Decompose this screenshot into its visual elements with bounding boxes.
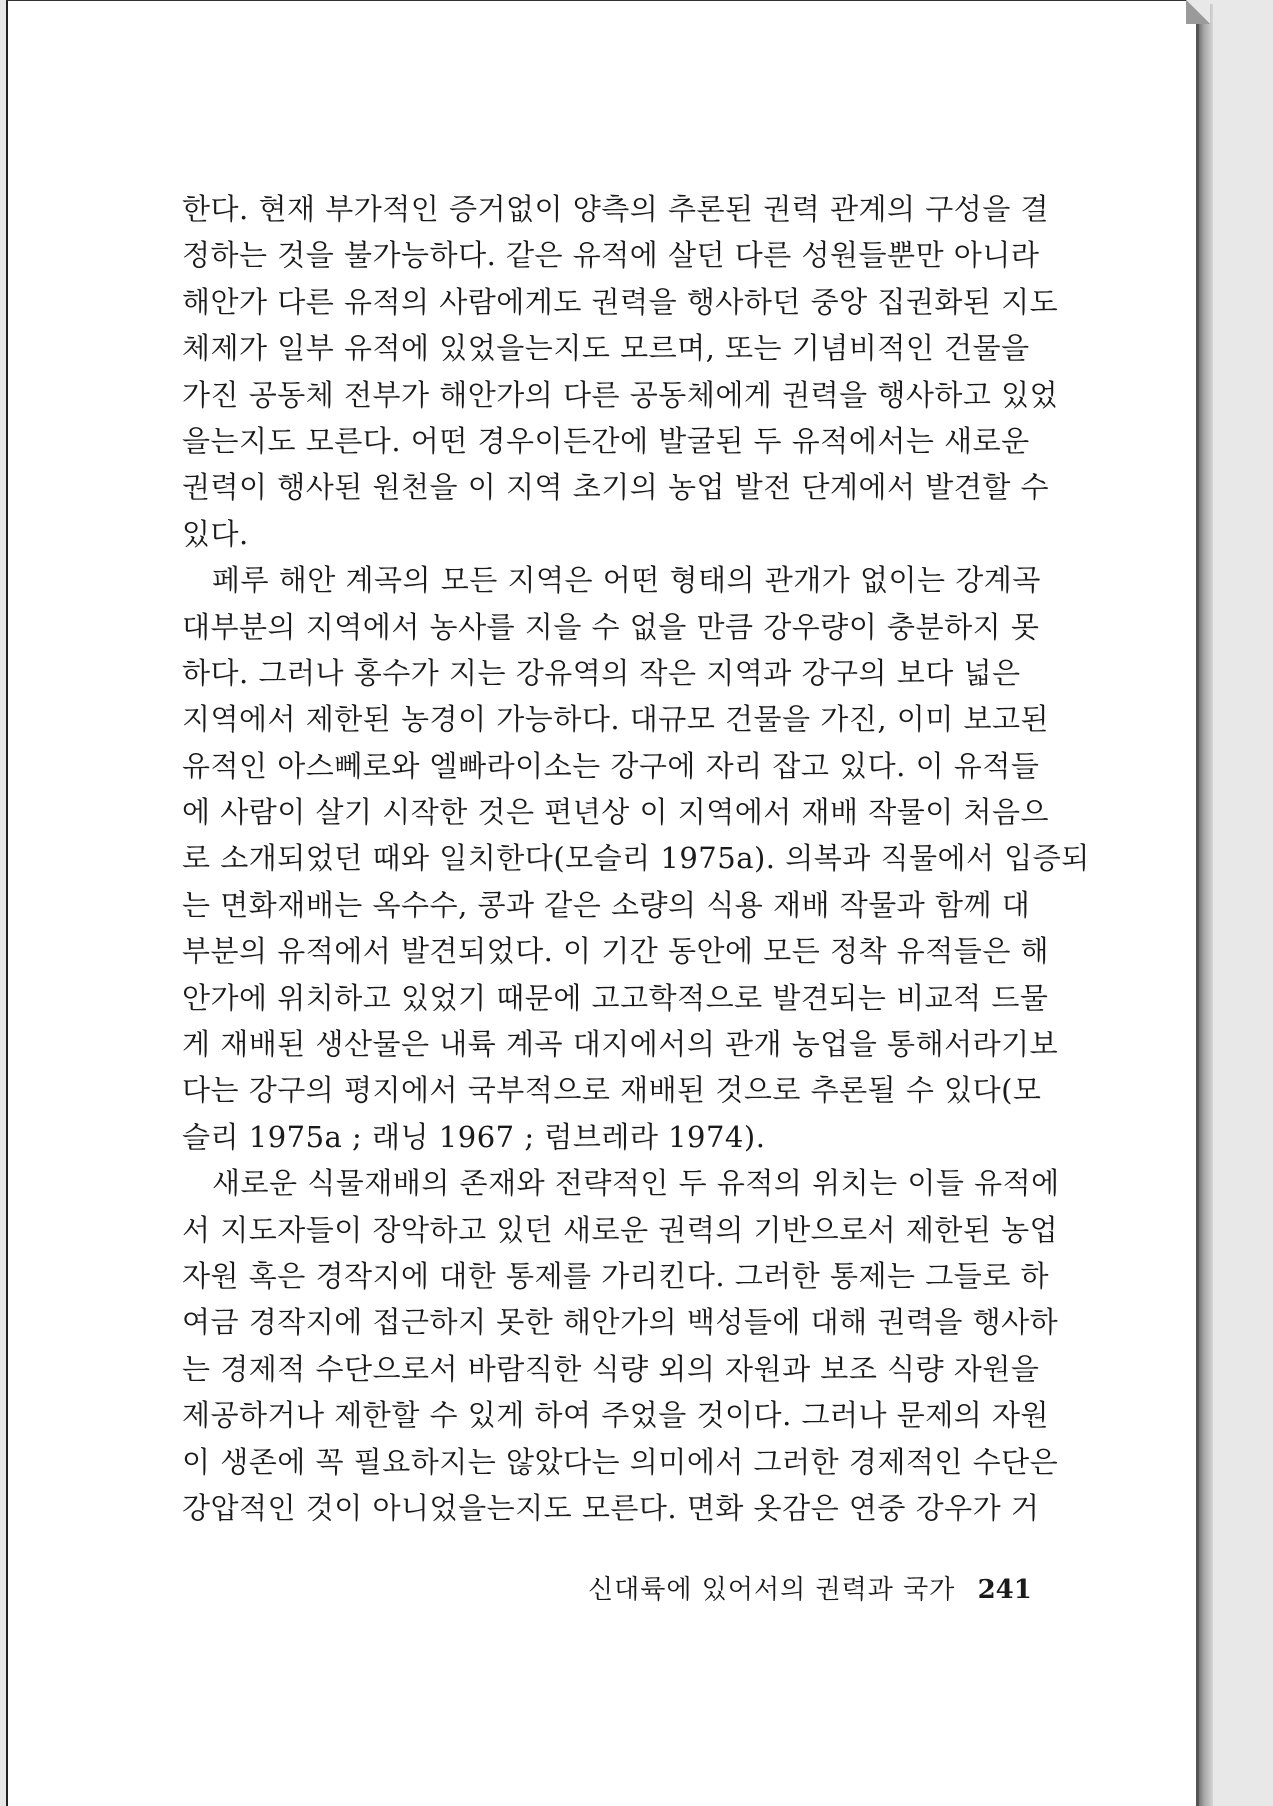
text-line: 자원 혹은 경작지에 대한 통제를 가리킨다. 그러한 통제는 그들로 하 bbox=[182, 1258, 1050, 1293]
running-title: 신대륙에 있어서의 권력과 국가 bbox=[588, 1575, 956, 1605]
page-number: 241 bbox=[977, 1575, 1032, 1605]
text-line: 지역에서 제한된 농경이 가능하다. 대규모 건물을 가진, 이미 보고된 bbox=[182, 702, 1050, 737]
text-line: 하다. 그러나 홍수가 지는 강유역의 작은 지역과 강구의 보다 넓은 bbox=[182, 655, 1021, 690]
page-shadow bbox=[1199, 4, 1213, 1806]
text-line: 부분의 유적에서 발견되었다. 이 기간 동안에 모든 정착 유적들은 해 bbox=[182, 934, 1050, 969]
text-line: 체제가 일부 유적에 있었을는지도 모르며, 또는 기념비적인 건물을 bbox=[182, 331, 1030, 366]
text-line: 제공하거나 제한할 수 있게 하여 주었을 것이다. 그러나 문제의 자원 bbox=[182, 1398, 1050, 1433]
text-line: 여금 경작지에 접근하지 못한 해안가의 백성들에 대해 권력을 행사하 bbox=[182, 1305, 1059, 1340]
text-line: 슬리 1975a ; 래닝 1967 ; 럼브레라 1974). bbox=[182, 1119, 766, 1154]
text-line: 페루 해안 계곡의 모든 지역은 어떤 형태의 관개가 없이는 강계곡 bbox=[212, 563, 1041, 598]
text-line: 는 경제적 수단으로서 바람직한 식량 외의 자원과 보조 식량 자원을 bbox=[182, 1351, 1040, 1386]
text-line: 유적인 아스뻬로와 엘빠라이소는 강구에 자리 잡고 있다. 이 유적들 bbox=[182, 748, 1040, 783]
text-line: 게 재배된 생산물은 내륙 계곡 대지에서의 관개 농업을 통해서라기보 bbox=[182, 1027, 1059, 1062]
page-footer bbox=[588, 1569, 1032, 1606]
text-line: 안가에 위치하고 있었기 때문에 고고학적으로 발견되는 비교적 드물 bbox=[182, 980, 1049, 1015]
text-line: 을는지도 모른다. 어떤 경우이든간에 발굴된 두 유적에서는 새로운 bbox=[182, 423, 1030, 458]
text-line: 이 생존에 꼭 필요하지는 않았다는 의미에서 그러한 경제적인 수단은 bbox=[182, 1444, 1059, 1479]
text-line: 는 면화재배는 옥수수, 콩과 같은 소량의 식용 재배 작물과 함께 대 bbox=[182, 887, 1031, 922]
text-line: 한다. 현재 부가적인 증거없이 양측의 추론된 권력 관계의 구성을 결 bbox=[182, 192, 1050, 226]
text-line: 다는 강구의 평지에서 국부적으로 재배된 것으로 추론될 수 있다(모 bbox=[182, 1073, 1042, 1108]
text-line: 권력이 행사된 원천을 이 지역 초기의 농업 발전 단계에서 발견할 수 bbox=[182, 470, 1050, 505]
text-line: 있다. bbox=[182, 516, 249, 551]
text-line: 정하는 것을 불가능하다. 같은 유적에 살던 다른 성원들뿐만 아니라 bbox=[182, 238, 1040, 273]
page-corner-fold bbox=[1186, 0, 1210, 24]
document-page bbox=[6, 0, 1206, 1806]
text-line: 대부분의 지역에서 농사를 지을 수 없을 만큼 강우량이 충분하지 못 bbox=[182, 609, 1040, 644]
text-line: 해안가 다른 유적의 사람에게도 권력을 행사하던 중앙 집권화된 지도 bbox=[182, 284, 1059, 319]
text-line: 강압적인 것이 아니었을는지도 모른다. 면화 옷감은 연중 강우가 거 bbox=[182, 1490, 1040, 1525]
text-line: 에 사람이 살기 시작한 것은 편년상 이 지역에서 재배 작물이 처음으 bbox=[182, 795, 1050, 830]
text-line: 로 소개되었던 때와 일치한다(모슬리 1975a). 의복과 직물에서 입증되 bbox=[182, 841, 1090, 876]
text-line: 가진 공동체 전부가 해안가의 다른 공동체에게 권력을 행사하고 있었 bbox=[182, 377, 1059, 412]
body-text bbox=[182, 186, 1090, 1531]
text-line: 서 지도자들이 장악하고 있던 새로운 권력의 기반으로서 제한된 농업 bbox=[182, 1212, 1059, 1247]
text-line: 새로운 식물재배의 존재와 전략적인 두 유적의 위치는 이들 유적에 bbox=[212, 1166, 1060, 1201]
